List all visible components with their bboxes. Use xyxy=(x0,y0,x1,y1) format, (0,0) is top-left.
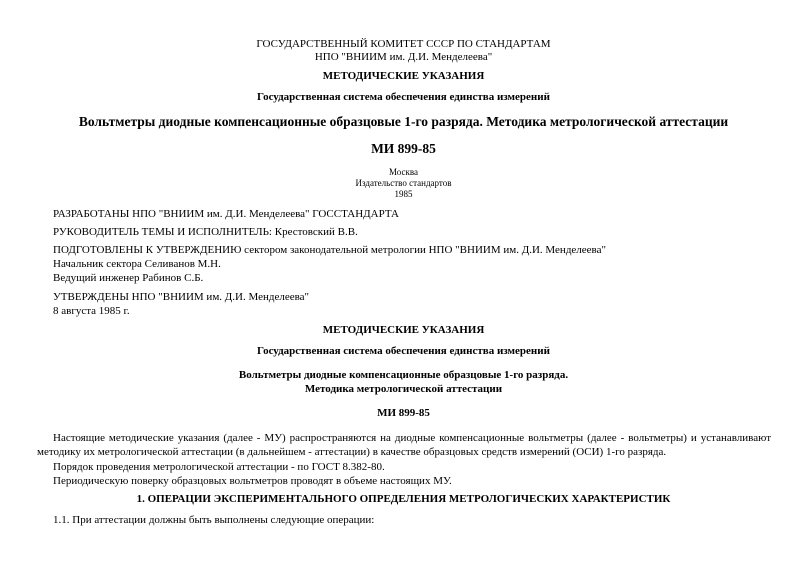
body-document-code: МИ 899-85 xyxy=(377,407,430,419)
credits-engineer: Ведущий инженер Рабинов С.Б. xyxy=(53,272,204,284)
body-system-name: Государственная система обеспечения единства измерений xyxy=(257,345,550,357)
credits-head: Начальник сектора Селиванов М.Н. xyxy=(53,258,221,270)
organization-name: НПО "ВНИИМ им. Д.И. Менделеева" xyxy=(314,51,493,63)
committee-name: ГОСУДАРСТВЕННЫЙ КОМИТЕТ СССР ПО СТАНДАРТАМ xyxy=(256,38,551,50)
system-name: Государственная система обеспечения единства измерений xyxy=(257,91,550,103)
document-title: Вольтметры диодные компенсационные образцовые 1-го разряда. Методика метрологической аттестации xyxy=(78,114,729,129)
periodic-paragraph: Периодическую поверку образцовых вольтметров проводят в объеме настоящих МУ. xyxy=(53,475,452,487)
document-code: МИ 899-85 xyxy=(371,141,436,156)
body-document-kind: МЕТОДИЧЕСКИЕ УКАЗАНИЯ xyxy=(322,324,485,336)
body-title-line1: Вольтметры диодные компенсационные образцовые 1-го разряда. xyxy=(238,369,569,381)
publish-year: 1985 xyxy=(394,189,413,199)
clause-1-1: 1.1. При аттестации должны быть выполнены следующие операции: xyxy=(53,514,375,526)
section-1-heading: 1. ОПЕРАЦИИ ЭКСПЕРИМЕНТАЛЬНОГО ОПРЕДЕЛЕНИЯ МЕТРОЛОГИЧЕСКИХ ХАРАКТЕРИСТИК xyxy=(136,493,671,505)
credits-prepared: ПОДГОТОВЛЕНЫ К УТВЕРЖДЕНИЮ сектором законодательной метрологии НПО "ВНИИМ им. Д.И. Менделеева" xyxy=(53,244,606,256)
credits-leader: РУКОВОДИТЕЛЬ ТЕМЫ И ИСПОЛНИТЕЛЬ: Крестовский В.В. xyxy=(53,226,358,238)
body-title-line2: Методика метрологической аттестации xyxy=(304,383,503,395)
credits-approved: УТВЕРЖДЕНЫ НПО "ВНИИМ им. Д.И. Менделеева" xyxy=(53,291,310,303)
publisher: Издательство стандартов xyxy=(355,178,452,188)
order-paragraph: Порядок проведения метрологической аттестации - по ГОСТ 8.382-80. xyxy=(53,461,385,473)
publish-city: Москва xyxy=(389,167,418,177)
document-kind: МЕТОДИЧЕСКИЕ УКАЗАНИЯ xyxy=(322,70,485,82)
intro-paragraph: Настоящие методические указания (далее - МУ) распространяются на диодные компенсационные вольтметры (далее - вольтметры) и устанавливают методику их метрологической аттестации (в дальнейшем - аттестации) в качестве образцовых средств измерений (ОСИ) 1-го разряда. xyxy=(37,432,771,458)
credits-date: 8 августа 1985 г. xyxy=(53,305,130,317)
credits-developed: РАЗРАБОТАНЫ НПО "ВНИИМ им. Д.И. Менделеева" ГОССТАНДАРТА xyxy=(53,208,399,220)
